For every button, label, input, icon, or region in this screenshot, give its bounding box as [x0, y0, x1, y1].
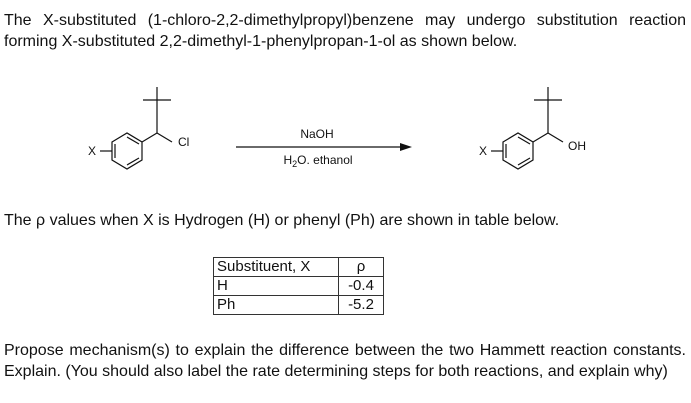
reactant-structure: [100, 87, 172, 169]
cell-substituent: H: [214, 277, 339, 296]
reagent-naoh: NaOH: [300, 127, 334, 141]
reaction-arrow: [236, 143, 412, 151]
reagent-solvent: $H_2O$. ethanol: [283, 153, 353, 169]
table-row: [214, 277, 384, 296]
rho-table: [213, 257, 384, 315]
reactant-x-label: X: [87, 144, 97, 158]
cell-rho: -0.4: [339, 277, 384, 296]
product-structure: [491, 87, 563, 169]
table-row: [214, 296, 384, 315]
question-paragraph: Propose mechanism(s) to explain the difference between the two Hammett reaction constants. Explain. (You should also label the rate determining steps for both reactions, and explain why): [4, 342, 686, 380]
header-rho: ρ: [339, 258, 384, 277]
table-header-row: [214, 258, 384, 277]
product-x-label: X: [478, 144, 488, 158]
product-oh-label: OH: [568, 139, 586, 153]
intro-paragraph: The X-substituted (1-chloro-2,2-dimethylpropyl)benzene may undergo substitution reaction forming X-substituted 2,2-dimethyl-1-phenylpropan-1-ol as shown below.: [4, 12, 686, 50]
reaction-scheme: [0, 72, 691, 202]
leaving-group-label: Cl: [178, 135, 190, 149]
cell-rho: -5.2: [339, 296, 384, 315]
rho-description: The ρ values when X is Hydrogen (H) or phenyl (Ph) are shown in table below.: [4, 212, 560, 229]
cell-substituent: Ph: [214, 296, 339, 315]
header-substituent: Substituent, X: [214, 258, 339, 277]
